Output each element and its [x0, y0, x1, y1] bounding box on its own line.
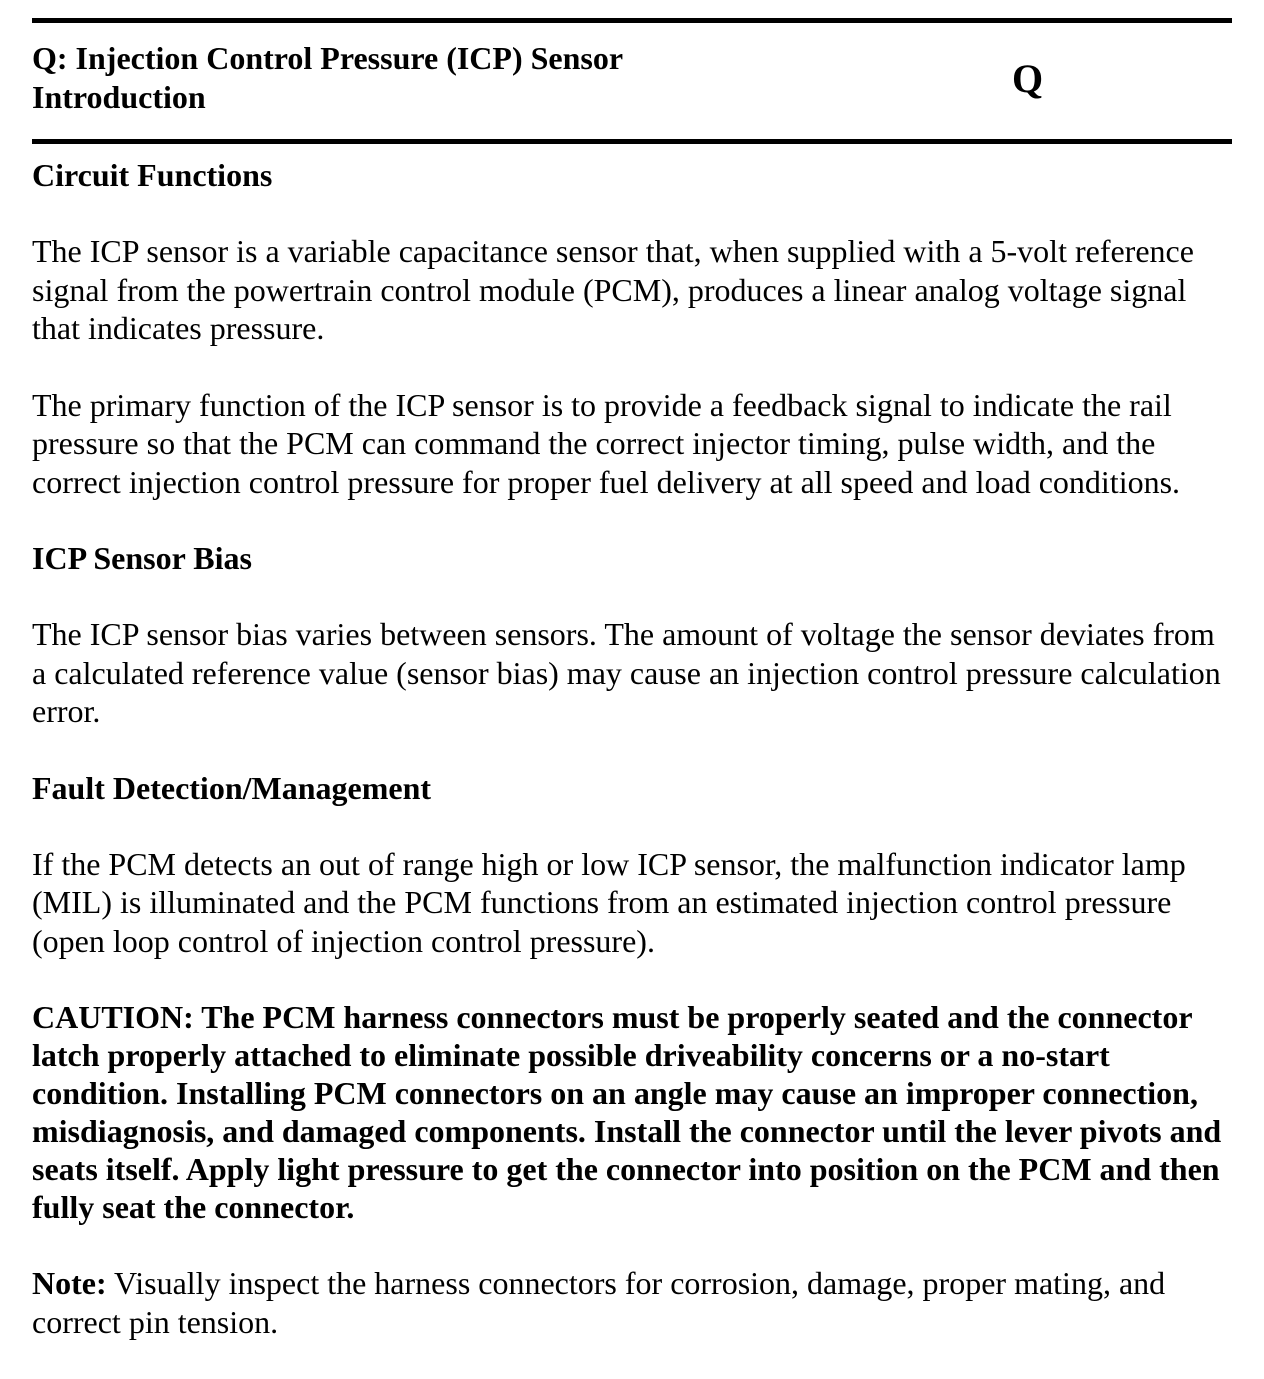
paragraph-circuit-functions-1: The ICP sensor is a variable capacitance sensor that, when supplied with a 5-volt reference signal from the powertrain control module (PCM), produces a linear analog voltage signal that indicates pressure. — [32, 233, 1194, 346]
note-block — [32, 1264, 1232, 1341]
note-text: Visually inspect the harness connectors for corrosion, damage, proper mating, and correct pin tension. — [32, 1265, 1166, 1340]
heading-circuit-functions: Circuit Functions — [32, 157, 273, 193]
document-page — [32, 18, 1232, 1379]
page-title — [32, 39, 752, 117]
paragraph-fault-detection: If the PCM detects an out of range high or low ICP sensor, the malfunction indicator lamp (MIL) is illuminated and the PCM functions from an estimated injection control pressure (open loop control of injection control pressure). — [32, 845, 1186, 959]
note-label: Note: — [32, 1265, 107, 1301]
document-body — [32, 144, 1232, 1341]
document-header — [32, 23, 1232, 139]
paragraph-icp-sensor-bias: The ICP sensor bias varies between sensors. The amount of voltage the sensor deviates from a calculated reference value (sensor bias) may cause an injection control pressure calculation error. — [32, 616, 1221, 729]
title-line-2: Introduction — [32, 79, 206, 115]
heading-icp-sensor-bias: ICP Sensor Bias — [32, 540, 252, 576]
caution-block: CAUTION: The PCM harness connectors must be properly seated and the connector latch properly attached to eliminate possible driveability concerns or a no-start condition. Installing PCM connectors on an angle may cause an improper connection, misdiagnosis, and damaged components. Install the connector until the lever pivots and seats itself. Apply light pressure to get the connector into position on the PCM and then fully seat the connector. — [32, 999, 1222, 1225]
heading-fault-detection: Fault Detection/Management — [32, 769, 432, 806]
section-letter: Q — [1012, 56, 1044, 101]
paragraph-circuit-functions-2: The primary function of the ICP sensor is to provide a feedback signal to indicate the rail pressure so that the PCM can command the correct injector timing, pulse width, and the correct injection control pressure for proper fuel delivery at all speed and load conditions. — [32, 386, 1181, 500]
title-line-1: Q: Injection Control Pressure (ICP) Sensor — [32, 40, 624, 76]
